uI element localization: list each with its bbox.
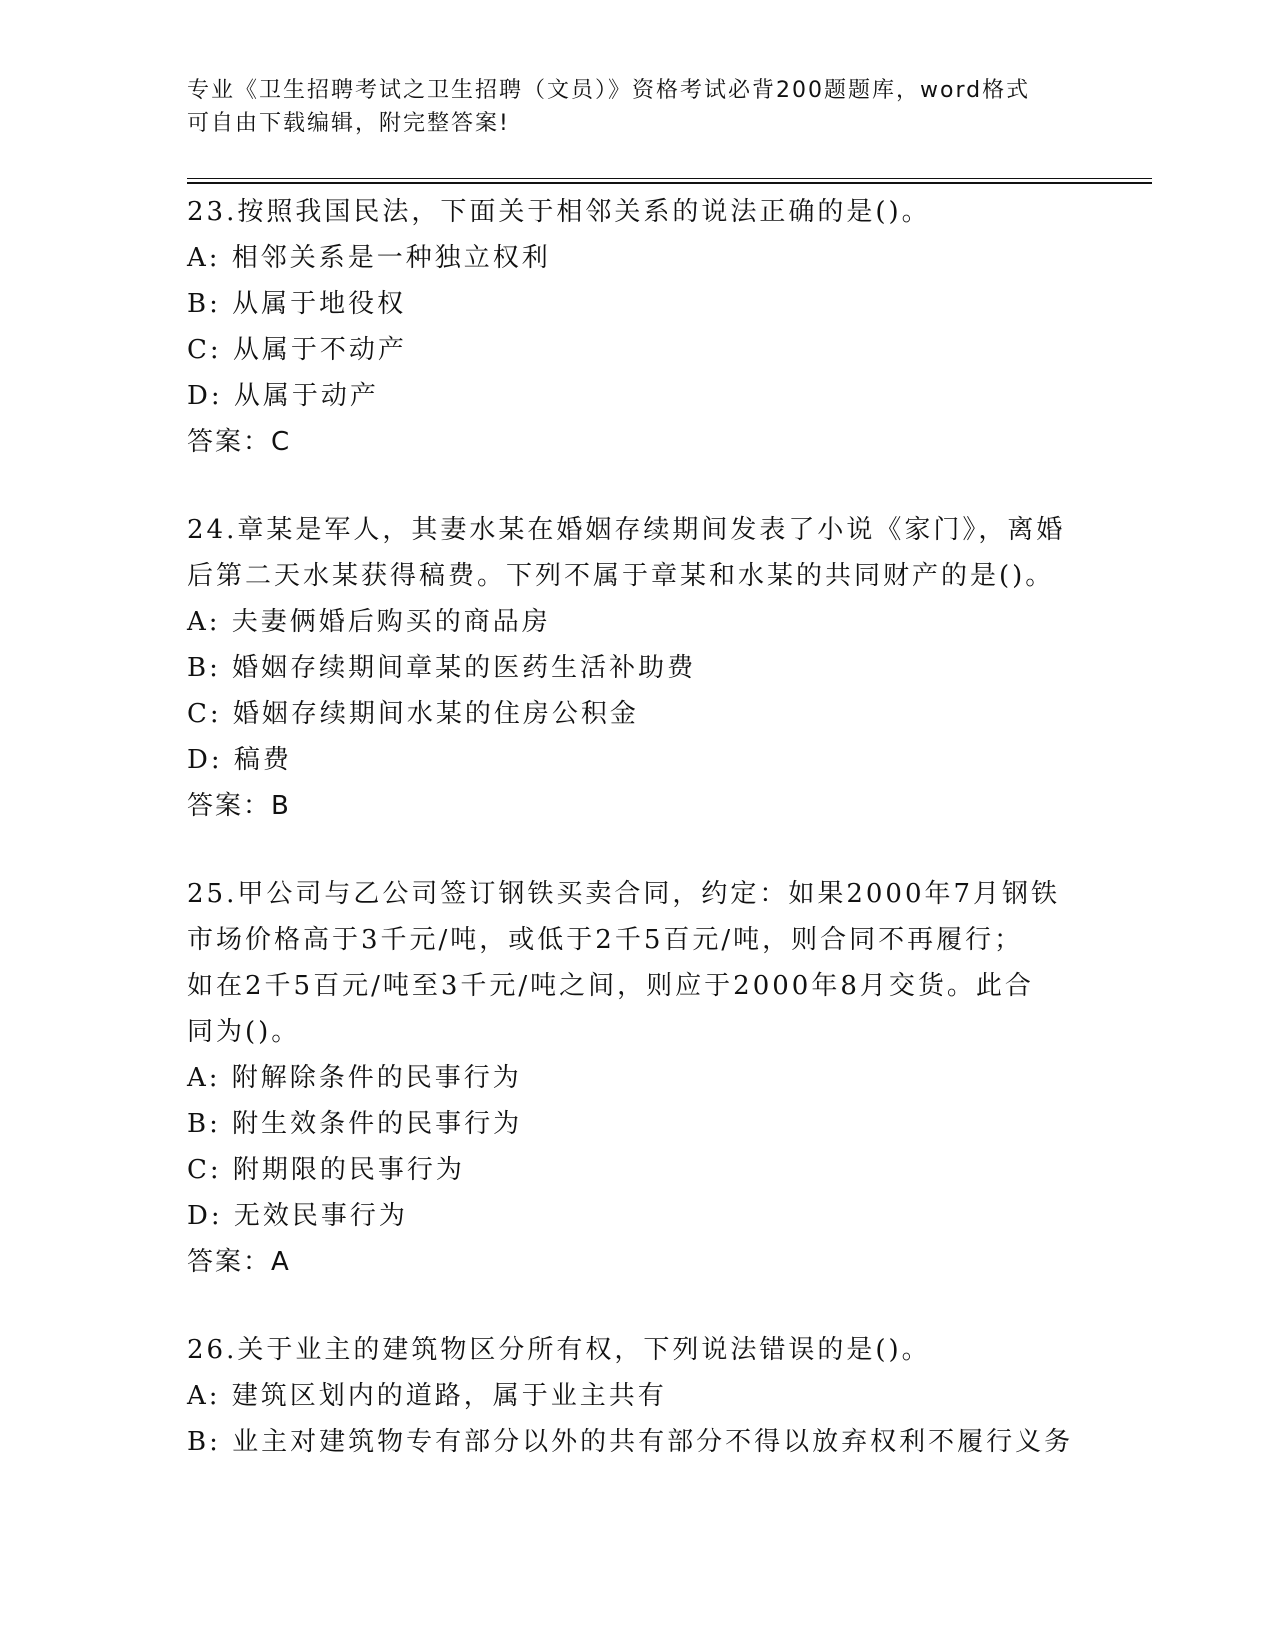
- answer-option: C: 婚姻存续期间水某的住房公积金: [187, 699, 639, 729]
- question-stem-line: 如在2千5百元/吨至3千元/吨之间，则应于2000年8月交货。此合: [187, 971, 1034, 1001]
- document-header: [187, 74, 1067, 140]
- answer-option: B: 附生效条件的民事行为: [187, 1109, 523, 1139]
- question-stem-line: 后第二天水某获得稿费。下列不属于章某和水某的共同财产的是()。: [187, 561, 1055, 591]
- question-stem-line: 市场价格高于3千元/吨，或低于2千5百元/吨，则合同不再履行；: [187, 925, 1024, 955]
- answer-option: B: 业主对建筑物专有部分以外的共有部分不得以放弃权利不履行义务: [187, 1427, 1074, 1457]
- answer-option: C: 附期限的民事行为: [187, 1155, 465, 1185]
- question-block: [187, 507, 1087, 829]
- question-block: [187, 871, 1087, 1285]
- answer-option: A: 夫妻俩婚后购买的商品房: [187, 607, 551, 637]
- answer-option: D: 稿费: [187, 745, 292, 775]
- header-line-2: 可自由下载编辑，附完整答案!: [187, 111, 510, 136]
- correct-answer: 答案：A: [187, 1247, 291, 1277]
- header-line-1: 专业《卫生招聘考试之卫生招聘（文员）》资格考试必背200题题库，word格式: [187, 78, 1031, 103]
- answer-option: B: 婚姻存续期间章某的医药生活补助费: [187, 653, 697, 683]
- answer-option: D: 从属于动产: [187, 381, 379, 411]
- answer-option: A: 相邻关系是一种独立权利: [187, 243, 551, 273]
- question-list: [187, 189, 1087, 1507]
- question-stem-line: 26.关于业主的建筑物区分所有权，下列说法错误的是()。: [187, 1335, 931, 1365]
- answer-option: B: 从属于地役权: [187, 289, 407, 319]
- answer-option: D: 无效民事行为: [187, 1201, 408, 1231]
- answer-option: A: 建筑区划内的道路，属于业主共有: [187, 1381, 667, 1411]
- question-stem-line: 24.章某是军人，其妻水某在婚姻存续期间发表了小说《家门》，离婚: [187, 515, 1066, 545]
- header-divider-thin: [187, 178, 1152, 179]
- correct-answer: 答案：B: [187, 791, 291, 821]
- answer-option: C: 从属于不动产: [187, 335, 407, 365]
- question-stem-line: 23.按照我国民法，下面关于相邻关系的说法正确的是()。: [187, 197, 931, 227]
- question-stem-line: 同为()。: [187, 1017, 301, 1047]
- question-block: [187, 189, 1087, 465]
- question-stem-line: 25.甲公司与乙公司签订钢铁买卖合同，约定：如果2000年7月钢铁: [187, 879, 1061, 909]
- question-block: [187, 1327, 1087, 1465]
- correct-answer: 答案：C: [187, 427, 292, 457]
- answer-option: A: 附解除条件的民事行为: [187, 1063, 522, 1093]
- header-divider-thick: [187, 182, 1152, 184]
